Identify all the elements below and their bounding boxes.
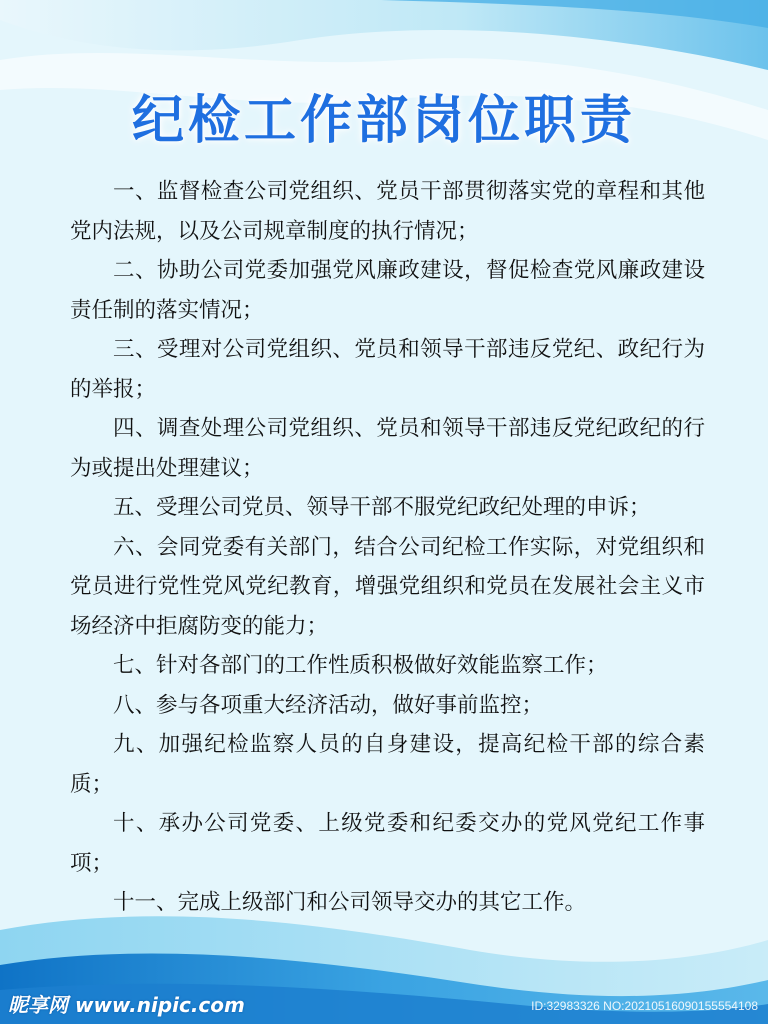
duty-item: 十一、完成上级部门和公司领导交办的其它工作。 xyxy=(113,890,587,915)
duty-item: 六、会同党委有关部门，结合公司纪检工作实际，对党组织和党员进行党性党风党纪教育，增强党组织和党员在发展社会主义市场经济中拒腐防变的能力； xyxy=(70,534,705,639)
duties-list xyxy=(70,172,705,923)
duty-item: 十、承办公司党委、上级党委和纪委交办的党风党纪工作事项； xyxy=(70,811,705,876)
duty-item: 二、协助公司党委加强党风廉政建设，督促检查党风廉政建设责任制的落实情况； xyxy=(70,258,705,323)
duty-item: 三、受理对公司党组织、党员和领导干部违反党纪、政纪行为的举报； xyxy=(70,337,705,402)
duty-item: 四、调查处理公司党组织、党员和领导干部违反党纪政纪的行为或提出处理建议； xyxy=(70,416,705,481)
page-title: 纪检工作部岗位职责 xyxy=(131,91,636,151)
image-id-watermark: ID:32983326 NO:20210516090155554108 xyxy=(531,999,758,1013)
nipic-watermark-logo: 昵享网 www.nipic.com xyxy=(8,993,245,1017)
duty-item: 九、加强纪检监察人员的自身建设，提高纪检干部的综合素质； xyxy=(70,732,705,797)
duty-item: 一、监督检查公司党组织、党员干部贯彻落实党的章程和其他党内法规，以及公司规章制度的执行情况； xyxy=(70,179,705,244)
duty-item: 七、针对各部门的工作性质积极做好效能监察工作； xyxy=(113,653,608,678)
duty-item: 八、参与各项重大经济活动，做好事前监控； xyxy=(113,692,544,718)
duty-item: 五、受理公司党员、领导干部不服党纪政纪处理的申诉； xyxy=(113,495,651,520)
